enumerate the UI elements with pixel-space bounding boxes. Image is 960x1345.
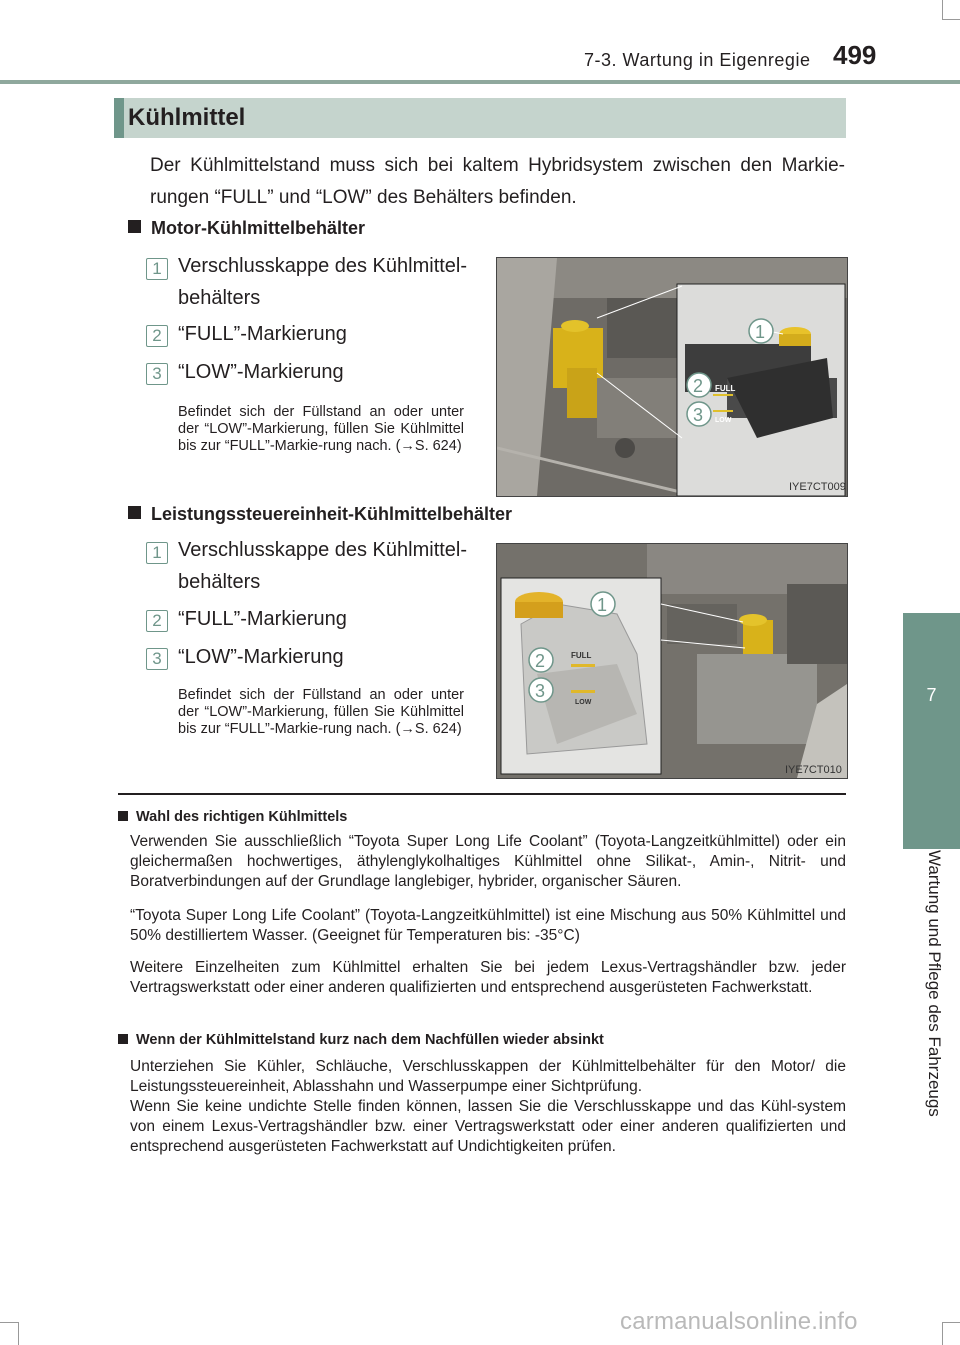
low-label: LOW: [715, 417, 732, 424]
callout-1: 1: [755, 322, 766, 342]
full-label: FULL: [571, 651, 592, 660]
fine-paragraph: Wenn Sie keine undichte Stelle finden können, lassen Sie die Verschlusskappe und das Kühl-system von einem Lexus-Vertragshändler bzw. einer Vertragswerkstatt oder einer anderen qualifizierten und entsprechend ausgerüsteten Fachwerkstatt auf Undichtigkeiten prüfen.: [130, 1098, 846, 1155]
fine-paragraph: Unterziehen Sie Kühler, Schläuche, Verschlusskappen der Kühlmittelbehälter für den Motor/ die Leistungssteuereinheit, Ablasshahn und Wasserpumpe einer Sichtprüfung.: [130, 1058, 846, 1095]
callout-2: 2: [693, 376, 704, 396]
fine-heading-level-drops: Wenn der Kühlmittelstand kurz nach dem Nachfüllen wieder absinkt: [118, 1032, 604, 1048]
callout-number: 2: [146, 325, 168, 347]
figure-code: IYE7CT009: [789, 481, 846, 493]
item-cap: [178, 534, 478, 598]
item-cap-line2: behälters: [178, 571, 261, 593]
engine-coolant-figure: [496, 257, 848, 497]
pcu-bay-illustration: [497, 544, 847, 778]
chapter-tab: [903, 613, 960, 849]
callout-number: 1: [146, 542, 168, 564]
crop-mark: [942, 1322, 960, 1323]
item-cap-line1: Verschlusskappe des Kühlmittel-: [178, 255, 468, 277]
full-label: FULL: [715, 384, 736, 393]
pcu-coolant-figure: [496, 543, 848, 779]
callout-number: 3: [146, 363, 168, 385]
header-rule: [0, 80, 960, 84]
callout-number: 2: [146, 610, 168, 632]
callout-3: 3: [693, 405, 704, 425]
item-low-mark: “LOW”-Markierung: [178, 646, 344, 668]
subheading-engine-reservoir: Motor-Kühlmittelbehälter: [128, 218, 365, 239]
page-number: 499: [833, 40, 877, 70]
chapter-title: Wartung und Pflege des Fahrzeugs: [925, 850, 944, 1117]
note-refill: Befindet sich der Füllstand an oder unter der “LOW”-Markierung, füllen Sie Kühlmittel bis zur “FULL”-Markie-rung nach. (→S. 624): [178, 404, 464, 454]
crop-mark: [0, 1322, 18, 1323]
crop-mark: [942, 1322, 943, 1345]
square-bullet-icon: [118, 1034, 128, 1044]
item-cap-line1: Verschlusskappe des Kühlmittel-: [178, 539, 468, 561]
fine-paragraph: Weitere Einzelheiten zum Kühlmittel erhalten Sie bei jedem Lexus-Vertragshändler bzw. jeder Vertragswerkstatt oder einer anderen qualifizierten und entsprechend ausgerüsteten Fachwerkstatt.: [130, 959, 846, 996]
watermark: carmanualsonline.info: [620, 1308, 858, 1335]
intro-paragraph: Der Kühlmittelstand muss sich bei kaltem Hybridsystem zwischen den Markie-rungen “FULL” und “LOW” des Behälters befinden.: [150, 155, 845, 208]
item-low-mark: “LOW”-Markierung: [178, 361, 344, 383]
fine-heading-coolant-choice: Wahl des richtigen Kühlmittels: [118, 809, 347, 825]
low-label: LOW: [575, 699, 592, 706]
square-bullet-icon: [128, 220, 141, 233]
square-bullet-icon: [118, 811, 128, 821]
running-header-section: 7-3. Wartung in Eigenregie: [584, 50, 811, 70]
subheading-pcu-reservoir: Leistungssteuereinheit-Kühlmittelbehälter: [128, 504, 512, 525]
square-bullet-icon: [128, 506, 141, 519]
crop-mark: [942, 0, 943, 20]
callout-number: 3: [146, 648, 168, 670]
item-full-mark: “FULL”-Markierung: [178, 323, 347, 345]
item-cap: [178, 250, 478, 314]
callout-1: 1: [597, 595, 608, 615]
callout-2: 2: [535, 651, 546, 671]
chapter-number: 7: [926, 685, 937, 705]
section-divider: [118, 793, 846, 795]
fine-paragraph: Verwenden Sie ausschließlich “Toyota Super Long Life Coolant” (Toyota-Langzeitkühlmittel) oder ein gleichermaßen hochwertiges, äthylenglykolhaltiges Kühlmittel ohne Silikat-, Amin-, Nitrit- und Boratverbindungen auf der Grundlage langlebiger, hybrider, organischer Säuren.: [130, 833, 846, 890]
fine-paragraph: “Toyota Super Long Life Coolant” (Toyota-Langzeitkühlmittel) ist eine Mischung aus 50% Kühlmittel und 50% destilliertem Wasser. (Geeignet für Temperaturen bis: -35°C): [130, 907, 846, 944]
figure-code: IYE7CT010: [785, 764, 842, 776]
crop-mark: [942, 19, 960, 20]
callout-3: 3: [535, 681, 546, 701]
item-cap-line2: behälters: [178, 287, 261, 309]
item-full-mark: “FULL”-Markierung: [178, 608, 347, 630]
section-title: Kühlmittel: [128, 104, 246, 131]
crop-mark: [18, 1322, 19, 1345]
engine-bay-illustration: [497, 258, 847, 496]
callout-number: 1: [146, 258, 168, 280]
note-refill: Befindet sich der Füllstand an oder unter der “LOW”-Markierung, füllen Sie Kühlmittel bis zur “FULL”-Markie-rung nach. (→S. 624): [178, 687, 464, 737]
